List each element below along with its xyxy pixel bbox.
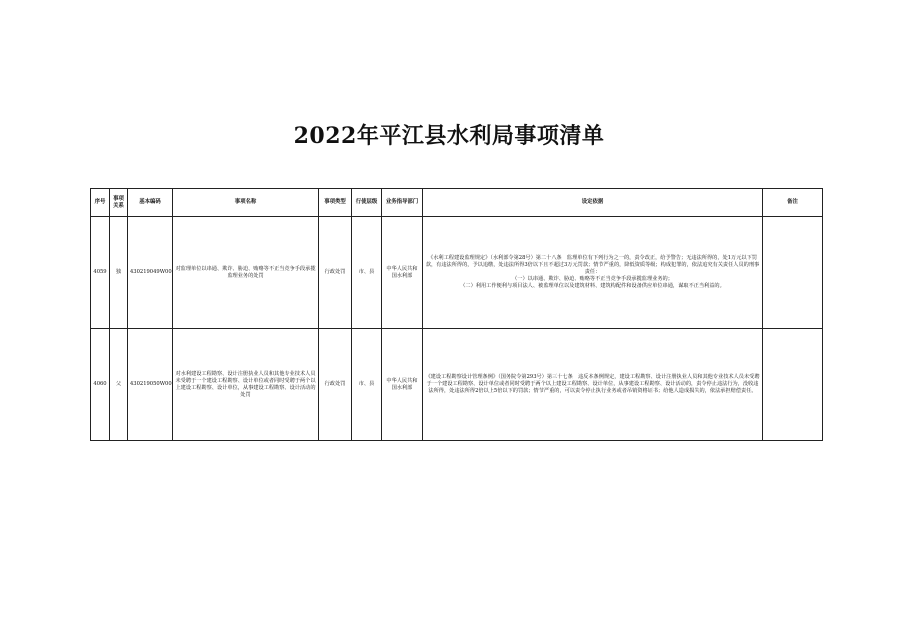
header-relation: 事项关系 (110, 189, 128, 217)
cell-level: 市、县 (352, 217, 382, 329)
header-code: 基本编码 (128, 189, 173, 217)
basis-line: （一）以串通、欺诈、胁迫、贿赂等不正当竞争手段承揽监理业务的； (512, 276, 673, 282)
item-list-table (90, 188, 823, 441)
basis-line: 《水利工程建设监理规定》（水利部令第28号）第二十八条 监理单位有下列行为之一的，责令改正，给予警告；无违法所得的，处1万元以下罚款，有违法所得的，予以追缴，处违法所得3倍以下且不超过3万元罚款；情节严重的，降低资质等级；构成犯罪的，依法追究有关责任人员的刑事责任： (425, 255, 760, 275)
cell-basis (423, 329, 763, 441)
table-row (91, 329, 823, 441)
header-remark: 备注 (763, 189, 823, 217)
header-basis: 设定依据 (423, 189, 763, 217)
cell-name: 对监理单位以串通、欺诈、胁迫、贿赂等不正当竞争手段承揽监理业务的处罚 (173, 217, 319, 329)
cell-code: 430219049W00 (128, 217, 173, 329)
cell-basis (423, 217, 763, 329)
cell-guide-dept: 中华人民共和国水利部 (382, 329, 423, 441)
basis-line: （二）利用工作便利与项目法人、被监理单位以及建筑材料、建筑构配件和设备供应单位串通，谋取不正当利益的。 (460, 283, 725, 289)
header-guide-dept: 业务指导部门 (382, 189, 423, 217)
table-header-row (91, 189, 823, 217)
header-seq: 序号 (91, 189, 110, 217)
cell-remark (763, 329, 823, 441)
cell-guide-dept: 中华人民共和国水利部 (382, 217, 423, 329)
cell-seq: 4060 (91, 329, 110, 441)
cell-type: 行政处罚 (319, 217, 352, 329)
header-level: 行使层级 (352, 189, 382, 217)
table-row (91, 217, 823, 329)
cell-level: 市、县 (352, 329, 382, 441)
basis-line: 《建设工程勘察设计管理条例》（国务院令第293号）第三十七条 违反本条例规定，建设工程勘察、设计注册执业人员和其他专业技术人员未受聘于一个建设工程勘察、设计单位或者同时受聘于两个以上建设工程勘察、设计单位，从事建设工程勘察、设计活动的，责令停止违法行为，没收违法所得，处违法所得2倍以上5倍以下的罚款；情节严重的，可以责令停止执行业务或者吊销资格证书；给他人造成损失的，依法承担赔偿责任。 (425, 374, 760, 394)
header-name: 事项名称 (173, 189, 319, 217)
header-type: 事项类型 (319, 189, 352, 217)
cell-remark (763, 217, 823, 329)
cell-code: 430219050W00 (128, 329, 173, 441)
cell-relation: 独 (110, 217, 128, 329)
cell-type: 行政处罚 (319, 329, 352, 441)
cell-relation: 父 (110, 329, 128, 441)
document-title: 2022年平江县水利局事项清单 (293, 123, 605, 149)
cell-name: 对水利建设工程勘察、设计注册执业人员和其他专业技术人员未受聘于一个建设工程勘察、设计单位或者同时受聘于两个以上建设工程勘察、设计单位，从事建设工程勘察、设计活动的处罚 (173, 329, 319, 441)
cell-seq: 4059 (91, 217, 110, 329)
